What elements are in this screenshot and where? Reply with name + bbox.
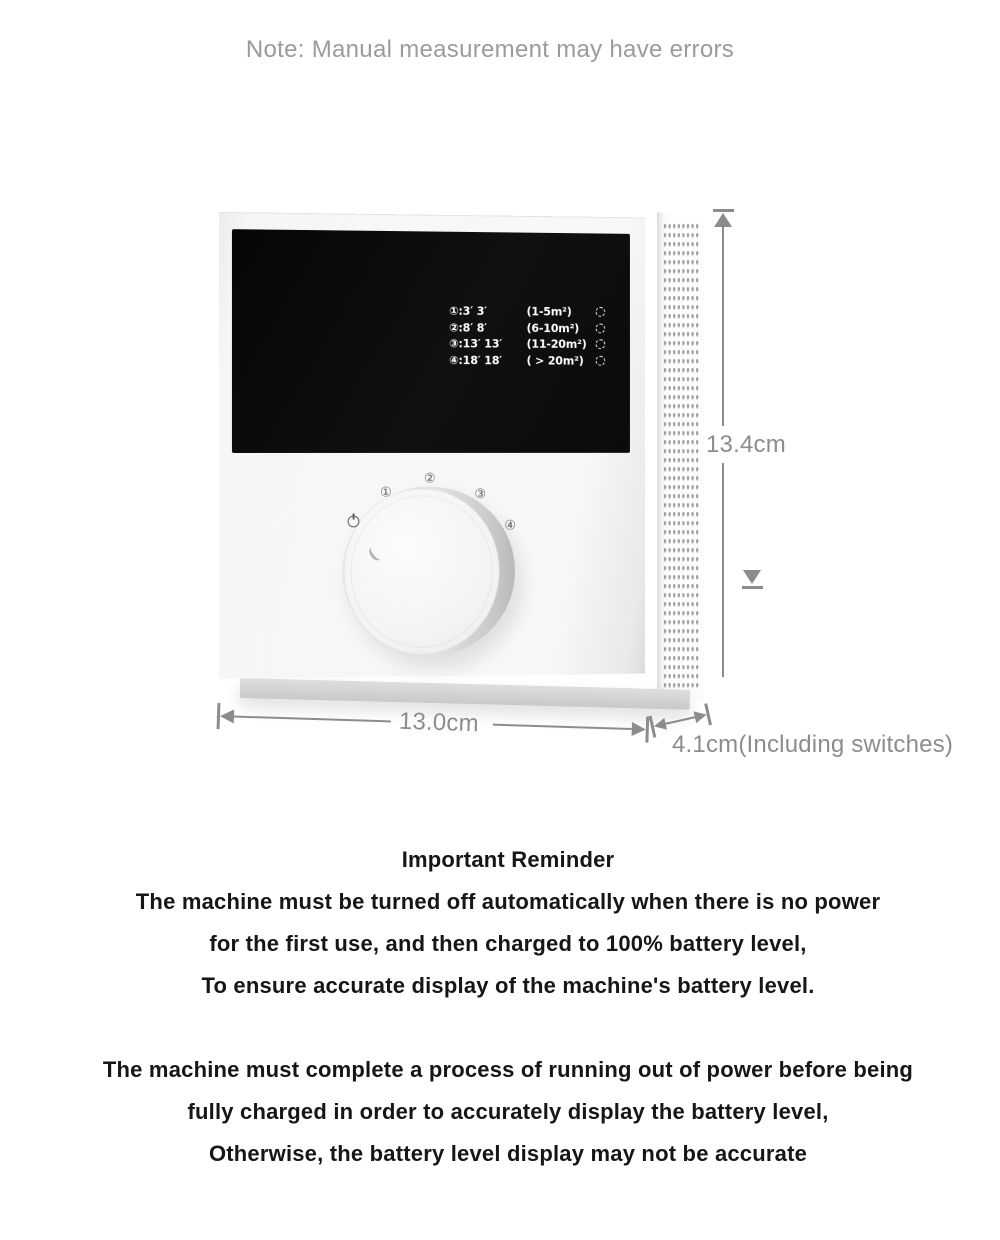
knob-position-4: ④: [504, 517, 516, 534]
area-range: (6-10m²): [526, 320, 580, 335]
dimension-line-right: [493, 724, 632, 730]
screen-line-4: [449, 352, 605, 369]
screen-line-1: [449, 303, 605, 320]
timer-label: ④:18′ 18′: [449, 352, 503, 367]
speaker-perforation-pattern: [663, 222, 700, 689]
reminder-paragraph2-line3: Otherwise, the battery level display may not be accurate: [208, 1141, 808, 1166]
dimension-line-upper: [722, 227, 724, 426]
knob-position-1: ①: [379, 484, 392, 501]
width-dimension: [217, 703, 650, 743]
screen-timer-table: [449, 303, 605, 369]
cycle-arrows-icon: [596, 356, 606, 366]
reminder-paragraph1-line3: To ensure accurate display of the machine's battery level.: [201, 973, 815, 998]
device-screen: [232, 229, 630, 453]
arrow-up-icon: [714, 213, 732, 227]
reminder-block: [16, 839, 1000, 1175]
power-symbol-icon: [348, 515, 360, 527]
arrow-down-icon: [743, 570, 761, 584]
paragraph-gap: [16, 1007, 1000, 1049]
measurement-note: Note: Manual measurement may have errors: [245, 36, 735, 63]
cycle-arrows-icon: [596, 307, 606, 317]
area-range: (11-20m²): [526, 337, 587, 352]
depth-dimension-label: 4.1cm(Including switches): [672, 731, 954, 758]
cycle-arrows-icon: [596, 339, 606, 349]
height-dimension-label: 13.4cm: [706, 431, 786, 458]
knob-position-2: ②: [423, 470, 436, 487]
timer-label: ②:8′ 8′: [449, 320, 487, 335]
dimension-cap-top: [713, 209, 734, 212]
reminder-paragraph1-line2: for the first use, and then charged to 100% battery level,: [209, 931, 807, 956]
reminder-paragraph2-line1: The machine must complete a process of running out of power before being: [102, 1057, 914, 1082]
reminder-paragraph1-line1: The machine must be turned off automatically when there is no power: [135, 889, 881, 914]
reminder-title: Important Reminder: [401, 847, 615, 872]
device-front-face: [219, 212, 645, 679]
width-dimension-label: 13.0cm: [398, 707, 480, 738]
area-range: ( > 20m²): [526, 353, 584, 368]
cycle-arrows-icon: [596, 323, 606, 333]
knob-position-3: ③: [474, 486, 487, 503]
rotary-knob-face: [344, 488, 500, 655]
timer-label: ①:3′ 3′: [449, 304, 487, 319]
screen-line-3: [449, 335, 605, 352]
dimension-cap-mid: [742, 586, 763, 589]
dimension-line-lower: [722, 463, 724, 677]
knob-indicator-mark: [367, 543, 386, 563]
rotary-knob: [343, 486, 515, 657]
area-range: (1-5m²): [526, 304, 572, 319]
screen-line-2: [449, 319, 605, 336]
arrow-right-icon: [632, 722, 646, 736]
device-side-panel: [657, 212, 704, 701]
timer-label: ③:13′ 13′: [449, 336, 503, 351]
dimension-line-left: [233, 716, 391, 723]
reminder-paragraph2-line2: fully charged in order to accurately display the battery level,: [187, 1099, 829, 1124]
